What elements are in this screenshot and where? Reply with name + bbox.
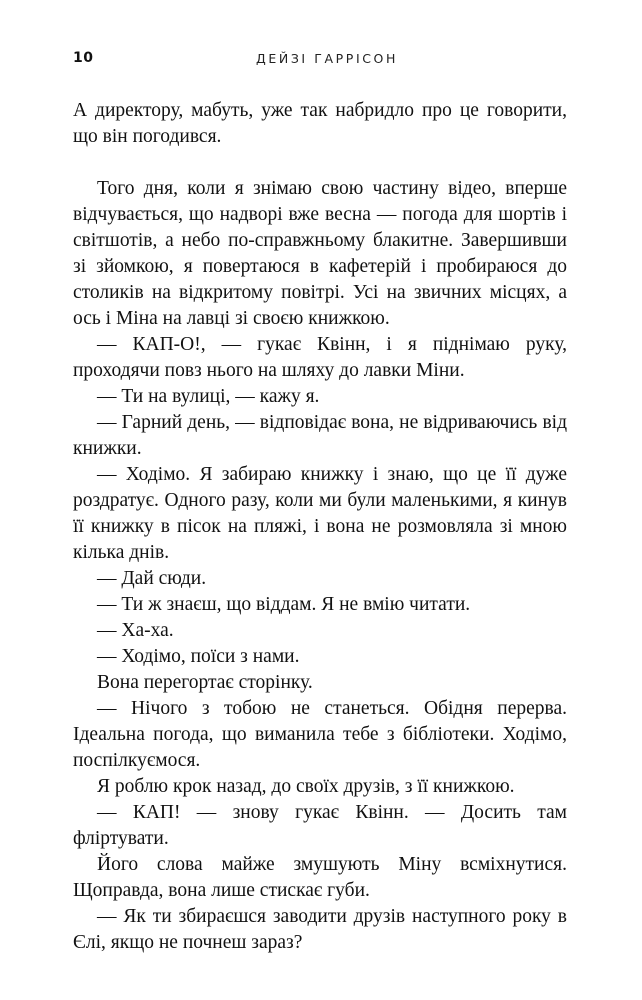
paragraph: А директору, мабуть, уже так набридло про це говорити, що він погодився.: [73, 100, 567, 147]
dialogue-line: — Гарний день, — відповідає вона, не відриваючись від книжки.: [73, 412, 567, 459]
paragraph: Вона перегортає сторінку.: [97, 672, 313, 693]
dialogue-line: — Ти ж знаєш, що віддам. Я не вмію читати.: [97, 594, 471, 615]
dialogue-line: — Дай сюди.: [97, 568, 207, 589]
dialogue-line: — Ходімо. Я забираю книжку і знаю, що це її дуже роздратує. Одного разу, коли ми були маленькими, я кинув її книжку в пісок на пляжі, і вона не розмовляла зі мною кілька днів.: [73, 464, 567, 563]
running-head: [73, 50, 567, 70]
dialogue-line: — Ха-ха.: [97, 620, 174, 641]
dialogue-line: — КАП-О!, — гукає Квінн, і я піднімаю руку, проходячи повз нього на шляху до лавки Міни.: [73, 334, 567, 381]
running-head-author: ДЕЙЗІ ГАРРІСОН: [256, 51, 398, 66]
paragraph: Я роблю крок назад, до своїх друзів, з її книжкою.: [97, 776, 515, 797]
dialogue-line: — Ходімо, поїси з нами.: [97, 646, 300, 667]
page-number: 10: [73, 50, 94, 66]
dialogue-line: — КАП! — знову гукає Квінн. — Досить там фліртувати.: [73, 802, 567, 849]
body-text: [73, 98, 567, 956]
paragraph: Того дня, коли я знімаю свою частину відео, вперше відчувається, що надворі вже весна — погода для шортів і світшотів, а небо по-справжньому блакитне. Завершивши зі зйомкою, я повертаюся в кафетерій і пробираюся до столиків на відкритому повітрі. Усі на звичних місцях, а ось і Міна на лавці зі своєю книжкою.: [73, 178, 567, 329]
book-page: [73, 0, 567, 1000]
paragraph: Його слова майже змушують Міну всміхнутися. Щоправда, вона лише стискає губи.: [73, 854, 567, 901]
dialogue-line: — Нічого з тобою не станеться. Обідня перерва. Ідеальна погода, що виманила тебе з бібліотеки. Ходімо, поспілкуємося.: [73, 698, 567, 771]
dialogue-line: — Ти на вулиці, — кажу я.: [97, 386, 320, 407]
dialogue-line: — Як ти збираєшся заводити друзів наступного року в Єлі, якщо не почнеш зараз?: [73, 906, 567, 953]
